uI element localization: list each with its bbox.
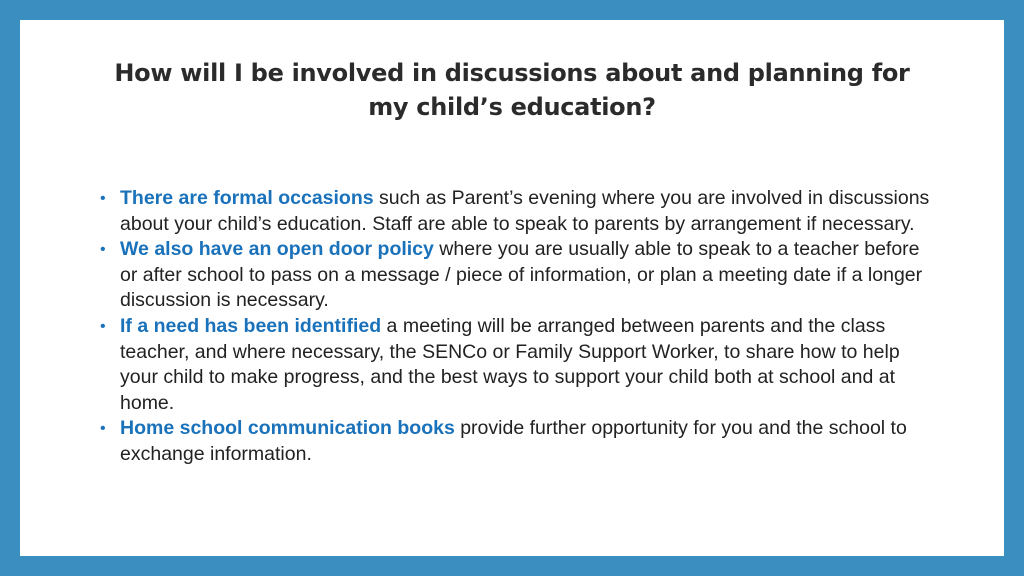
bullet-lead: If a need has been identified (120, 314, 382, 337)
bullet-item-need-identified (100, 314, 930, 416)
bullet-dot-icon: • (100, 420, 106, 438)
title-line-2: my child’s education? (368, 93, 656, 121)
bullet-lead: There are formal occasions (120, 187, 374, 209)
slide-title (20, 56, 1004, 124)
bullet-lead: We also have an open door policy (120, 238, 434, 261)
bullet-dot-icon: • (100, 317, 106, 335)
bullet-dot-icon: • (100, 190, 106, 207)
bullet-text: provide further opportunity for you and the school to exchange information. (120, 417, 907, 465)
slide-canvas (20, 20, 1004, 556)
bullet-lead: Home school communication books (120, 417, 455, 440)
bullet-text: where you are usually able to speak to a teacher before or after school to pass on a message / piece of information, or plan a meeting date if a longer discussion is necessary. (120, 238, 923, 312)
bullet-dot-icon: • (100, 241, 106, 259)
bullet-item-communication-books (100, 416, 930, 467)
title-line-1: How will I be involved in discussions about and planning for (114, 59, 910, 87)
bullet-text: a meeting will be arranged between parents and the class teacher, and where necessary, the SENCo or Family Support Worker, to share how to help your child to make progress, and the best ways to support your child both at school and at home. (120, 314, 900, 414)
bullet-item-open-door-policy (100, 237, 930, 314)
bullet-text: such as Parent’s evening where you are involved in discussions about your child’s education. Staff are able to speak to parents by arrangement if necessary. (120, 187, 930, 235)
bullet-list (100, 186, 930, 468)
bullet-item-formal-occasions (100, 186, 930, 237)
